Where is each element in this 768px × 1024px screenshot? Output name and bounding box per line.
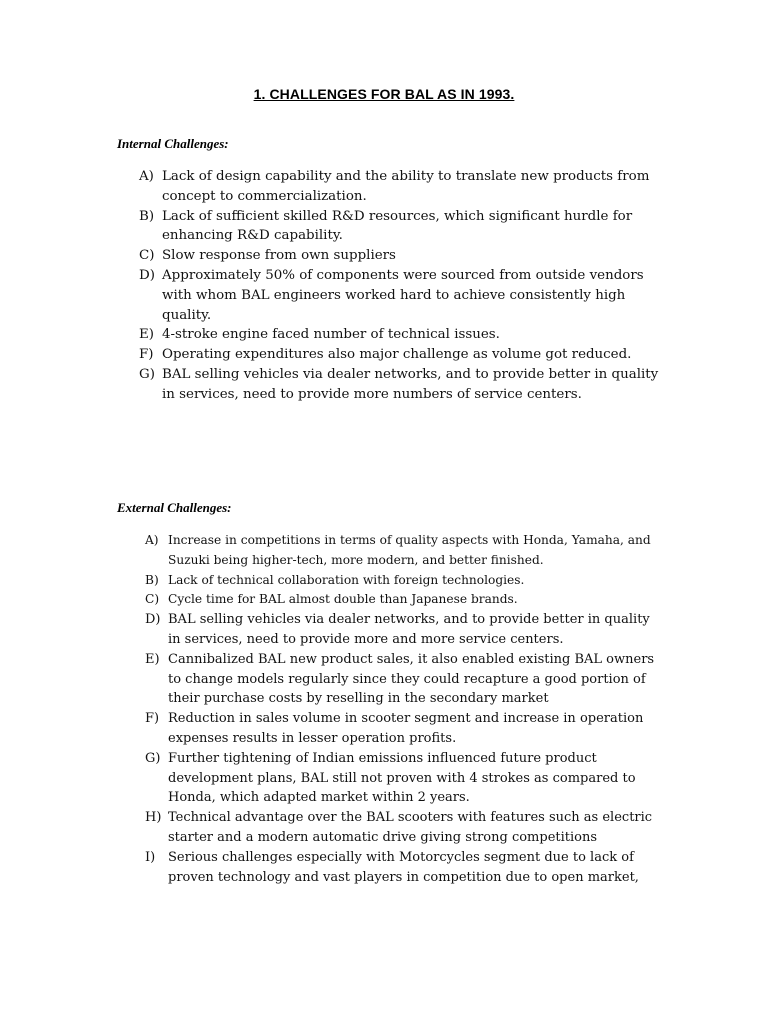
list-item-text: Increase in competitions in terms of quality aspects with Honda, Yamaha, and Suzuki being higher-tech, more modern, and better finished. bbox=[168, 533, 651, 567]
list-item-text: BAL selling vehicles via dealer networks, and to provide better in quality in services, need to provide more numbers of service centers. bbox=[162, 366, 659, 402]
list-item-text: Lack of sufficient skilled R&D resources, which significant hurdle for enhancing R&D capability. bbox=[162, 208, 633, 244]
list-item-marker: F) bbox=[139, 347, 154, 363]
list-item bbox=[139, 207, 659, 247]
list-item bbox=[139, 325, 659, 345]
list-item-text: Serious challenges especially with Motorcycles segment due to lack of proven technology and vast players in competition due to open market, bbox=[168, 849, 639, 885]
list-item-marker: G) bbox=[145, 750, 161, 766]
list-item-marker: D) bbox=[139, 267, 155, 283]
list-item bbox=[145, 709, 665, 749]
list-item bbox=[145, 650, 665, 709]
list-item bbox=[145, 531, 665, 571]
list-item bbox=[145, 808, 665, 848]
list-item-text: Reduction in sales volume in scooter segment and increase in operation expenses results in lesser operation profits. bbox=[168, 711, 644, 746]
list-item bbox=[145, 749, 665, 808]
list-item bbox=[139, 246, 659, 266]
list-item-text: BAL selling vehicles via dealer networks, and to provide better in quality in services, need to provide more and more service centers. bbox=[168, 612, 650, 647]
list-item bbox=[145, 571, 665, 591]
list-item-marker: B) bbox=[145, 572, 159, 587]
internal-challenges-list bbox=[139, 167, 659, 405]
list-item-text: Approximately 50% of components were sourced from outside vendors with whom BAL engineers worked hard to achieve consistently high quality. bbox=[162, 267, 644, 323]
list-item-marker: D) bbox=[145, 612, 161, 628]
list-item-text: 4-stroke engine faced number of technical issues. bbox=[162, 327, 500, 343]
list-item-text: Lack of design capability and the ability to translate new products from concept to commercialization. bbox=[162, 169, 650, 204]
list-item-text: Further tightening of Indian emissions influenced future product development plans, BAL still not proven with 4 strokes as compared to Honda, which adapted market within 2 years. bbox=[168, 750, 636, 806]
list-item bbox=[139, 365, 659, 405]
list-item-text: Lack of technical collaboration with foreign technologies. bbox=[168, 572, 525, 587]
list-item bbox=[145, 610, 665, 650]
list-item-text: Cycle time for BAL almost double than Japanese brands. bbox=[168, 592, 518, 607]
internal-challenges-heading: Internal Challenges: bbox=[117, 136, 229, 151]
list-item-text: Slow response from own suppliers bbox=[162, 248, 396, 264]
list-item-marker: E) bbox=[139, 327, 154, 343]
document-title: 1. CHALLENGES FOR BAL AS IN 1993. bbox=[253, 86, 515, 102]
list-item bbox=[139, 167, 659, 207]
list-item-text: Cannibalized BAL new product sales, it also enabled existing BAL owners to change models regularly since they could recapture a good portion of their purchase costs by reselling in the secondary market bbox=[168, 651, 655, 707]
list-item-marker: F) bbox=[145, 711, 160, 727]
list-item bbox=[145, 590, 665, 610]
list-item bbox=[139, 345, 659, 365]
external-challenges-list bbox=[145, 531, 665, 887]
list-item-marker: C) bbox=[139, 248, 155, 264]
list-item-marker: I) bbox=[145, 849, 156, 865]
list-item-text: Technical advantage over the BAL scooters with features such as electric starter and a modern automatic drive giving strong competitions bbox=[168, 810, 653, 845]
external-challenges-heading: External Challenges: bbox=[117, 500, 232, 515]
list-item-marker: C) bbox=[145, 592, 160, 607]
list-item-marker: B) bbox=[139, 208, 155, 224]
list-item-text: Operating expenditures also major challenge as volume got reduced. bbox=[162, 347, 632, 363]
list-item-marker: A) bbox=[145, 533, 159, 547]
list-item-marker: H) bbox=[145, 810, 162, 826]
list-item-marker: E) bbox=[145, 651, 160, 667]
list-item bbox=[139, 266, 659, 325]
list-item-marker: A) bbox=[139, 169, 154, 184]
list-item bbox=[145, 848, 665, 888]
list-item-marker: G) bbox=[139, 366, 155, 382]
